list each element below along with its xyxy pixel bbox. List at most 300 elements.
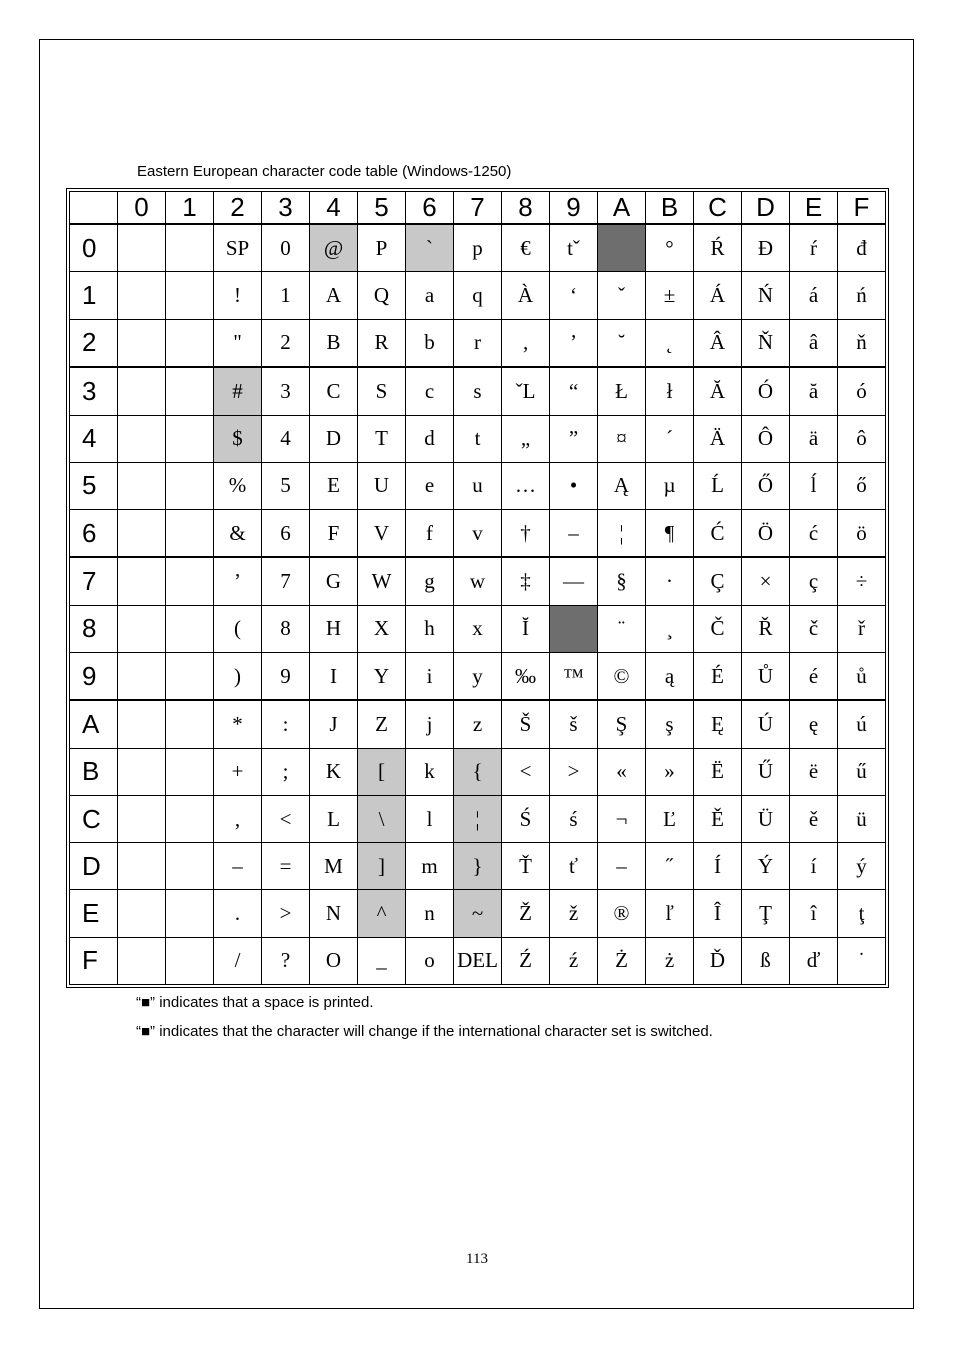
- row-header-b: B: [70, 748, 118, 795]
- table-row: [70, 224, 886, 272]
- code-cell: Ó: [742, 367, 790, 415]
- code-cell: e: [406, 462, 454, 509]
- code-cell: Ů: [742, 653, 790, 701]
- code-cell: a: [406, 272, 454, 319]
- table-row: [70, 890, 886, 937]
- code-cell: ´: [646, 415, 694, 462]
- code-cell: [118, 367, 166, 415]
- row-header-c: C: [70, 796, 118, 843]
- table-row: [70, 605, 886, 652]
- code-cell: \: [358, 796, 406, 843]
- code-cell: Í: [694, 843, 742, 890]
- code-cell: â: [790, 319, 838, 367]
- code-cell: c: [406, 367, 454, 415]
- code-cell: ď: [790, 937, 838, 984]
- code-cell: Ú: [742, 700, 790, 748]
- code-cell: Ť: [502, 843, 550, 890]
- code-cell: tˇ: [550, 224, 598, 272]
- code-cell: ů: [838, 653, 886, 701]
- code-cell: &: [214, 509, 262, 557]
- code-cell: ^: [358, 890, 406, 937]
- code-cell: ¬: [598, 796, 646, 843]
- code-cell: ‡: [502, 557, 550, 605]
- code-cell: W: [358, 557, 406, 605]
- code-cell: ©: [598, 653, 646, 701]
- code-cell: U: [358, 462, 406, 509]
- code-cell: [166, 843, 214, 890]
- column-header-0: 0: [118, 192, 166, 225]
- code-cell: ö: [838, 509, 886, 557]
- code-cell: ß: [742, 937, 790, 984]
- code-cell: …: [502, 462, 550, 509]
- code-cell: ý: [838, 843, 886, 890]
- table-row: [70, 557, 886, 605]
- code-table: [69, 191, 886, 985]
- code-cell: <: [502, 748, 550, 795]
- code-cell: h: [406, 605, 454, 652]
- code-cell: `: [406, 224, 454, 272]
- code-cell: ¶: [646, 509, 694, 557]
- code-cell: €: [502, 224, 550, 272]
- code-cell: Ë: [694, 748, 742, 795]
- code-cell: [166, 272, 214, 319]
- table-row: [70, 509, 886, 557]
- column-header-5: 5: [358, 192, 406, 225]
- column-header-b: B: [646, 192, 694, 225]
- code-cell: 1: [262, 272, 310, 319]
- code-cell: ĺ: [790, 462, 838, 509]
- code-cell: ó: [838, 367, 886, 415]
- code-cell: O: [310, 937, 358, 984]
- code-cell: (: [214, 605, 262, 652]
- code-cell: Ő: [742, 462, 790, 509]
- code-cell: í: [790, 843, 838, 890]
- code-cell: N: [310, 890, 358, 937]
- column-header-1: 1: [166, 192, 214, 225]
- code-cell: Ş: [598, 700, 646, 748]
- code-cell: Ž: [502, 890, 550, 937]
- column-header-c: C: [694, 192, 742, 225]
- table-row: [70, 415, 886, 462]
- code-cell: B: [310, 319, 358, 367]
- code-cell: ű: [838, 748, 886, 795]
- code-cell: Ą: [598, 462, 646, 509]
- code-cell: [166, 319, 214, 367]
- code-cell: G: [310, 557, 358, 605]
- code-cell: #: [214, 367, 262, 415]
- code-cell: ţ: [838, 890, 886, 937]
- code-cell: ”: [550, 415, 598, 462]
- code-cell: DEL: [454, 937, 502, 984]
- code-cell: H: [310, 605, 358, 652]
- code-cell: ç: [790, 557, 838, 605]
- code-cell: Î: [694, 890, 742, 937]
- code-cell: ¤: [598, 415, 646, 462]
- table-row: [70, 462, 886, 509]
- code-cell: ě: [790, 796, 838, 843]
- row-header-3: 3: [70, 367, 118, 415]
- table-row: [70, 700, 886, 748]
- row-header-8: 8: [70, 605, 118, 652]
- code-cell: Ł: [598, 367, 646, 415]
- code-cell: Ď: [694, 937, 742, 984]
- code-cell: n: [406, 890, 454, 937]
- code-cell: ¸: [646, 605, 694, 652]
- code-cell: ˇL: [502, 367, 550, 415]
- code-cell: —: [550, 557, 598, 605]
- code-cell: [118, 700, 166, 748]
- code-cell: L: [310, 796, 358, 843]
- code-cell: ă: [790, 367, 838, 415]
- code-cell: ,: [214, 796, 262, 843]
- code-cell: ľ: [646, 890, 694, 937]
- code-cell: b: [406, 319, 454, 367]
- code-cell: R: [358, 319, 406, 367]
- code-cell: ]: [358, 843, 406, 890]
- code-cell: [118, 224, 166, 272]
- row-header-d: D: [70, 843, 118, 890]
- code-cell: +: [214, 748, 262, 795]
- code-cell: Ń: [742, 272, 790, 319]
- code-cell: Ř: [742, 605, 790, 652]
- code-cell: Á: [694, 272, 742, 319]
- code-cell: >: [550, 748, 598, 795]
- code-cell: ż: [646, 937, 694, 984]
- code-cell: d: [406, 415, 454, 462]
- code-cell: Ň: [742, 319, 790, 367]
- code-cell: t: [454, 415, 502, 462]
- code-cell: ‘: [550, 272, 598, 319]
- table-row: [70, 748, 886, 795]
- column-header-row: [70, 192, 886, 225]
- code-cell: «: [598, 748, 646, 795]
- code-cell: s: [454, 367, 502, 415]
- code-cell: [166, 937, 214, 984]
- code-cell: F: [310, 509, 358, 557]
- code-cell: Ź: [502, 937, 550, 984]
- code-cell: %: [214, 462, 262, 509]
- table-row: [70, 367, 886, 415]
- code-cell: x: [454, 605, 502, 652]
- note-space-printed: “■” indicates that a space is printed.: [136, 994, 374, 1011]
- code-cell: [550, 605, 598, 652]
- code-cell: ž: [550, 890, 598, 937]
- column-header-a: A: [598, 192, 646, 225]
- code-cell: ×: [742, 557, 790, 605]
- code-cell: –: [550, 509, 598, 557]
- code-cell: Ě: [694, 796, 742, 843]
- code-cell: ą: [646, 653, 694, 701]
- code-cell: [166, 367, 214, 415]
- table-row: [70, 937, 886, 984]
- code-cell: ť: [550, 843, 598, 890]
- code-cell: o: [406, 937, 454, 984]
- code-cell: Ś: [502, 796, 550, 843]
- code-cell: g: [406, 557, 454, 605]
- code-cell: Y: [358, 653, 406, 701]
- code-cell: M: [310, 843, 358, 890]
- code-cell: ë: [790, 748, 838, 795]
- code-cell: 3: [262, 367, 310, 415]
- code-cell: I: [310, 653, 358, 701]
- code-cell: î: [790, 890, 838, 937]
- code-cell: č: [790, 605, 838, 652]
- code-cell: y: [454, 653, 502, 701]
- code-cell: P: [358, 224, 406, 272]
- code-cell: i: [406, 653, 454, 701]
- table-row: [70, 843, 886, 890]
- code-cell: »: [646, 748, 694, 795]
- code-cell: ): [214, 653, 262, 701]
- code-cell: =: [262, 843, 310, 890]
- column-header-9: 9: [550, 192, 598, 225]
- column-header-3: 3: [262, 192, 310, 225]
- code-cell: [166, 796, 214, 843]
- code-cell: [166, 415, 214, 462]
- code-cell: ô: [838, 415, 886, 462]
- code-cell: V: [358, 509, 406, 557]
- code-cell: .: [214, 890, 262, 937]
- code-cell: ¦: [598, 509, 646, 557]
- row-header-2: 2: [70, 319, 118, 367]
- code-cell: [166, 700, 214, 748]
- code-cell: S: [358, 367, 406, 415]
- code-cell: ?: [262, 937, 310, 984]
- code-cell: ş: [646, 700, 694, 748]
- code-cell: [118, 509, 166, 557]
- code-cell: l: [406, 796, 454, 843]
- column-header-2: 2: [214, 192, 262, 225]
- code-cell: [118, 415, 166, 462]
- code-cell: K: [310, 748, 358, 795]
- code-cell: >: [262, 890, 310, 937]
- code-cell: ’: [550, 319, 598, 367]
- row-header-f: F: [70, 937, 118, 984]
- code-cell: Ü: [742, 796, 790, 843]
- code-cell: [118, 319, 166, 367]
- code-cell: Ä: [694, 415, 742, 462]
- code-cell: E: [310, 462, 358, 509]
- code-cell: k: [406, 748, 454, 795]
- code-cell: [118, 462, 166, 509]
- code-cell: [118, 653, 166, 701]
- code-cell: š: [550, 700, 598, 748]
- code-cell: [118, 937, 166, 984]
- code-cell: Ý: [742, 843, 790, 890]
- code-cell: ú: [838, 700, 886, 748]
- code-cell: ü: [838, 796, 886, 843]
- code-cell: “: [550, 367, 598, 415]
- code-cell: ÷: [838, 557, 886, 605]
- code-cell: <: [262, 796, 310, 843]
- code-cell: [118, 272, 166, 319]
- code-cell: 8: [262, 605, 310, 652]
- code-cell: ň: [838, 319, 886, 367]
- code-cell: –: [598, 843, 646, 890]
- code-cell: Ż: [598, 937, 646, 984]
- code-cell: [118, 748, 166, 795]
- code-cell: ŕ: [790, 224, 838, 272]
- code-cell: [166, 605, 214, 652]
- code-cell: 4: [262, 415, 310, 462]
- code-cell: j: [406, 700, 454, 748]
- code-cell: A: [310, 272, 358, 319]
- code-cell: m: [406, 843, 454, 890]
- code-cell: ‰: [502, 653, 550, 701]
- table-row: [70, 653, 886, 701]
- code-cell: $: [214, 415, 262, 462]
- row-header-6: 6: [70, 509, 118, 557]
- code-cell: [166, 653, 214, 701]
- code-cell: z: [454, 700, 502, 748]
- code-cell: 5: [262, 462, 310, 509]
- code-cell: Ű: [742, 748, 790, 795]
- code-cell: Z: [358, 700, 406, 748]
- code-cell: _: [358, 937, 406, 984]
- code-cell: w: [454, 557, 502, 605]
- note-character-changes: “■” indicates that the character will change if the international character set is switched.: [136, 1023, 713, 1040]
- code-cell: ő: [838, 462, 886, 509]
- code-cell: r: [454, 319, 502, 367]
- table-caption: Eastern European character code table (Windows-1250): [137, 163, 512, 180]
- code-cell: Đ: [742, 224, 790, 272]
- code-cell: ˘: [598, 319, 646, 367]
- code-cell: ¦: [454, 796, 502, 843]
- code-cell: [166, 224, 214, 272]
- code-cell: ń: [838, 272, 886, 319]
- code-cell: ;: [262, 748, 310, 795]
- code-cell: ‚: [502, 319, 550, 367]
- code-cell: v: [454, 509, 502, 557]
- code-cell: Ľ: [646, 796, 694, 843]
- code-cell: [118, 890, 166, 937]
- code-cell: [166, 557, 214, 605]
- code-cell: ˇ: [598, 272, 646, 319]
- code-cell: Ô: [742, 415, 790, 462]
- code-cell: †: [502, 509, 550, 557]
- code-cell: Q: [358, 272, 406, 319]
- code-cell: ä: [790, 415, 838, 462]
- table-row: [70, 319, 886, 367]
- code-cell: ·: [646, 557, 694, 605]
- code-cell: [166, 890, 214, 937]
- code-cell: ˙: [838, 937, 886, 984]
- code-cell: u: [454, 462, 502, 509]
- code-cell: đ: [838, 224, 886, 272]
- code-cell: •: [550, 462, 598, 509]
- code-cell: }: [454, 843, 502, 890]
- code-cell: Â: [694, 319, 742, 367]
- code-cell: ¨: [598, 605, 646, 652]
- code-cell: °: [646, 224, 694, 272]
- code-cell: á: [790, 272, 838, 319]
- row-header-7: 7: [70, 557, 118, 605]
- code-cell: C: [310, 367, 358, 415]
- code-cell: [118, 557, 166, 605]
- code-cell: [166, 748, 214, 795]
- column-header-6: 6: [406, 192, 454, 225]
- code-cell: ™: [550, 653, 598, 701]
- code-cell: /: [214, 937, 262, 984]
- code-cell: T: [358, 415, 406, 462]
- code-cell: [: [358, 748, 406, 795]
- column-header-f: F: [838, 192, 886, 225]
- row-header-1: 1: [70, 272, 118, 319]
- code-cell: p: [454, 224, 502, 272]
- code-cell: [118, 605, 166, 652]
- code-cell: É: [694, 653, 742, 701]
- code-cell: [118, 843, 166, 890]
- code-cell: {: [454, 748, 502, 795]
- code-cell: µ: [646, 462, 694, 509]
- code-cell: Ĭ: [502, 605, 550, 652]
- code-cell: ’: [214, 557, 262, 605]
- row-header-a: A: [70, 700, 118, 748]
- corner-cell: [70, 192, 118, 225]
- code-cell: q: [454, 272, 502, 319]
- code-cell: é: [790, 653, 838, 701]
- row-header-5: 5: [70, 462, 118, 509]
- row-header-9: 9: [70, 653, 118, 701]
- code-cell: Ö: [742, 509, 790, 557]
- code-cell: Ĺ: [694, 462, 742, 509]
- code-cell: ": [214, 319, 262, 367]
- code-cell: Ç: [694, 557, 742, 605]
- code-cell: §: [598, 557, 646, 605]
- code-cell: 2: [262, 319, 310, 367]
- code-cell: [118, 796, 166, 843]
- code-cell: Ŕ: [694, 224, 742, 272]
- code-cell: Ă: [694, 367, 742, 415]
- code-cell: 9: [262, 653, 310, 701]
- code-cell: ř: [838, 605, 886, 652]
- code-cell: –: [214, 843, 262, 890]
- code-cell: X: [358, 605, 406, 652]
- page-number: 113: [466, 1251, 488, 1267]
- row-header-e: E: [70, 890, 118, 937]
- code-cell: À: [502, 272, 550, 319]
- code-cell: 7: [262, 557, 310, 605]
- code-cell: @: [310, 224, 358, 272]
- code-cell: ®: [598, 890, 646, 937]
- column-header-4: 4: [310, 192, 358, 225]
- code-cell: 0: [262, 224, 310, 272]
- column-header-d: D: [742, 192, 790, 225]
- code-cell: ˝: [646, 843, 694, 890]
- code-cell: „: [502, 415, 550, 462]
- row-header-4: 4: [70, 415, 118, 462]
- code-cell: :: [262, 700, 310, 748]
- code-cell: [166, 462, 214, 509]
- code-cell: Š: [502, 700, 550, 748]
- code-cell: ±: [646, 272, 694, 319]
- code-table-frame: [66, 188, 889, 988]
- code-cell: D: [310, 415, 358, 462]
- code-cell: ć: [790, 509, 838, 557]
- column-header-e: E: [790, 192, 838, 225]
- column-header-7: 7: [454, 192, 502, 225]
- code-cell: f: [406, 509, 454, 557]
- code-cell: !: [214, 272, 262, 319]
- code-cell: Ţ: [742, 890, 790, 937]
- code-cell: 6: [262, 509, 310, 557]
- code-cell: ˛: [646, 319, 694, 367]
- code-cell: ź: [550, 937, 598, 984]
- row-header-0: 0: [70, 224, 118, 272]
- code-cell: [166, 509, 214, 557]
- code-cell: Ć: [694, 509, 742, 557]
- code-cell: ł: [646, 367, 694, 415]
